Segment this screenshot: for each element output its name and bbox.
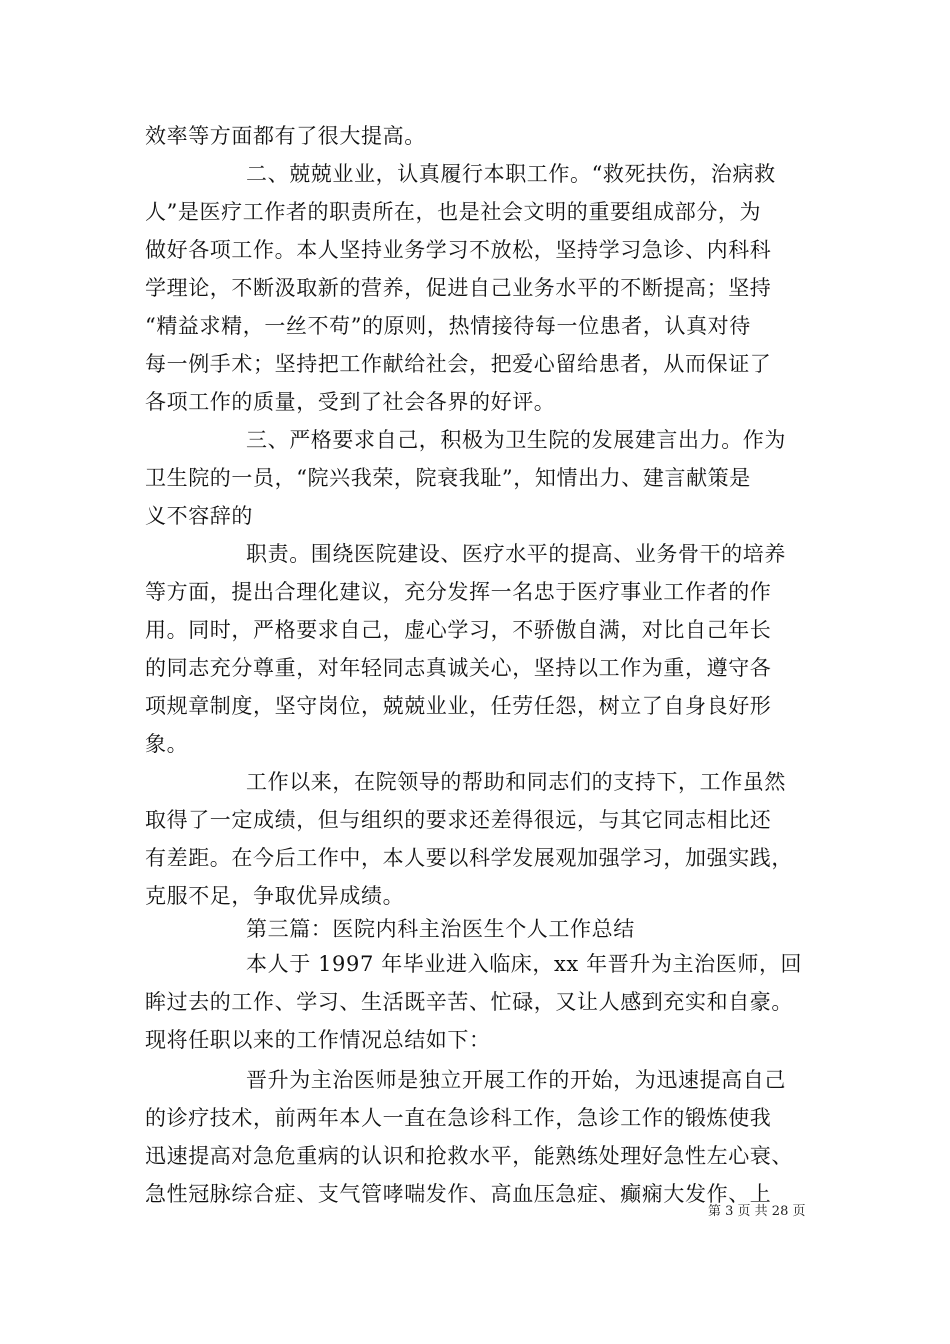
text-line: 人”是医疗工作者的职责所在，也是社会文明的重要组成部分，为 [145, 200, 762, 224]
section-heading: 第三篇：医院内科主治医生个人工作总结 [246, 917, 635, 941]
text-line: 各项工作的质量，受到了社会各界的好评。 [145, 390, 556, 414]
text-line: 义不容辞的 [145, 504, 253, 528]
text-line: 每一例手术；坚持把工作献给社会，把爱心留给患者，从而保证了 [145, 352, 772, 376]
text-line: 的诊疗技术，前两年本人一直在急诊科工作，急诊工作的锻炼使我 [145, 1106, 772, 1130]
text-line: 三、严格要求自己，积极为卫生院的发展建言出力。作为 [246, 428, 786, 452]
text-line: “精益求精，一丝不苟”的原则，热情接待每一位患者，认真对待 [145, 314, 751, 338]
text-line: 本人于 1997 年毕业进入临床，xx 年晋升为主治医师，回 [246, 952, 803, 976]
text-line: 有差距。在今后工作中，本人要以科学发展观加强学习，加强实践， [145, 846, 793, 870]
text-line: 现将任职以来的工作情况总结如下： [145, 1028, 491, 1052]
text-line: 职责。围绕医院建设、医疗水平的提高、业务骨干的培养 [246, 542, 786, 566]
text-line: 取得了一定成绩，但与组织的要求还差得很远，与其它同志相比还 [145, 808, 772, 832]
text-line: 的同志充分尊重，对年轻同志真诚关心，坚持以工作为重，遵守各 [145, 656, 772, 680]
text-line: 工作以来，在院领导的帮助和同志们的支持下，工作虽然 [246, 770, 786, 794]
text-line: 效率等方面都有了很大提高。 [145, 124, 426, 148]
text-line: 卫生院的一员，“院兴我荣，院衰我耻”，知情出力、建言献策是 [145, 466, 751, 490]
text-line: 象。 [145, 732, 189, 756]
text-line: 项规章制度，坚守岗位，兢兢业业，任劳任怨，树立了自身良好形 [145, 694, 772, 718]
text-line: 等方面，提出合理化建议，充分发挥一名忠于医疗事业工作者的作 [145, 580, 772, 604]
text-line: 迅速提高对急危重病的认识和抢救水平，能熟练处理好急性左心衰、 [145, 1144, 793, 1168]
text-line: 用。同时，严格要求自己，虚心学习，不骄傲自满，对比自己年长 [145, 618, 772, 642]
text-line: 做好各项工作。本人坚持业务学习不放松，坚持学习急诊、内科科 [145, 238, 772, 262]
text-line: 晋升为主治医师是独立开展工作的开始，为迅速提高自己 [246, 1068, 786, 1092]
text-line: 急性冠脉综合症、支气管哮喘发作、高血压急症、癫痫大发作、上 [145, 1182, 772, 1206]
page-number: 第 3 页 共 28 页 [708, 1204, 806, 1219]
text-line: 克服不足，争取优异成绩。 [145, 884, 405, 908]
text-line: 二、兢兢业业，认真履行本职工作。“救死扶伤，治病救 [246, 162, 776, 186]
text-line: 学理论，不断汲取新的营养，促进自己业务水平的不断提高；坚持 [145, 276, 772, 300]
text-line: 眸过去的工作、学习、生活既辛苦、忙碌，又让人感到充实和自豪。 [145, 990, 793, 1014]
